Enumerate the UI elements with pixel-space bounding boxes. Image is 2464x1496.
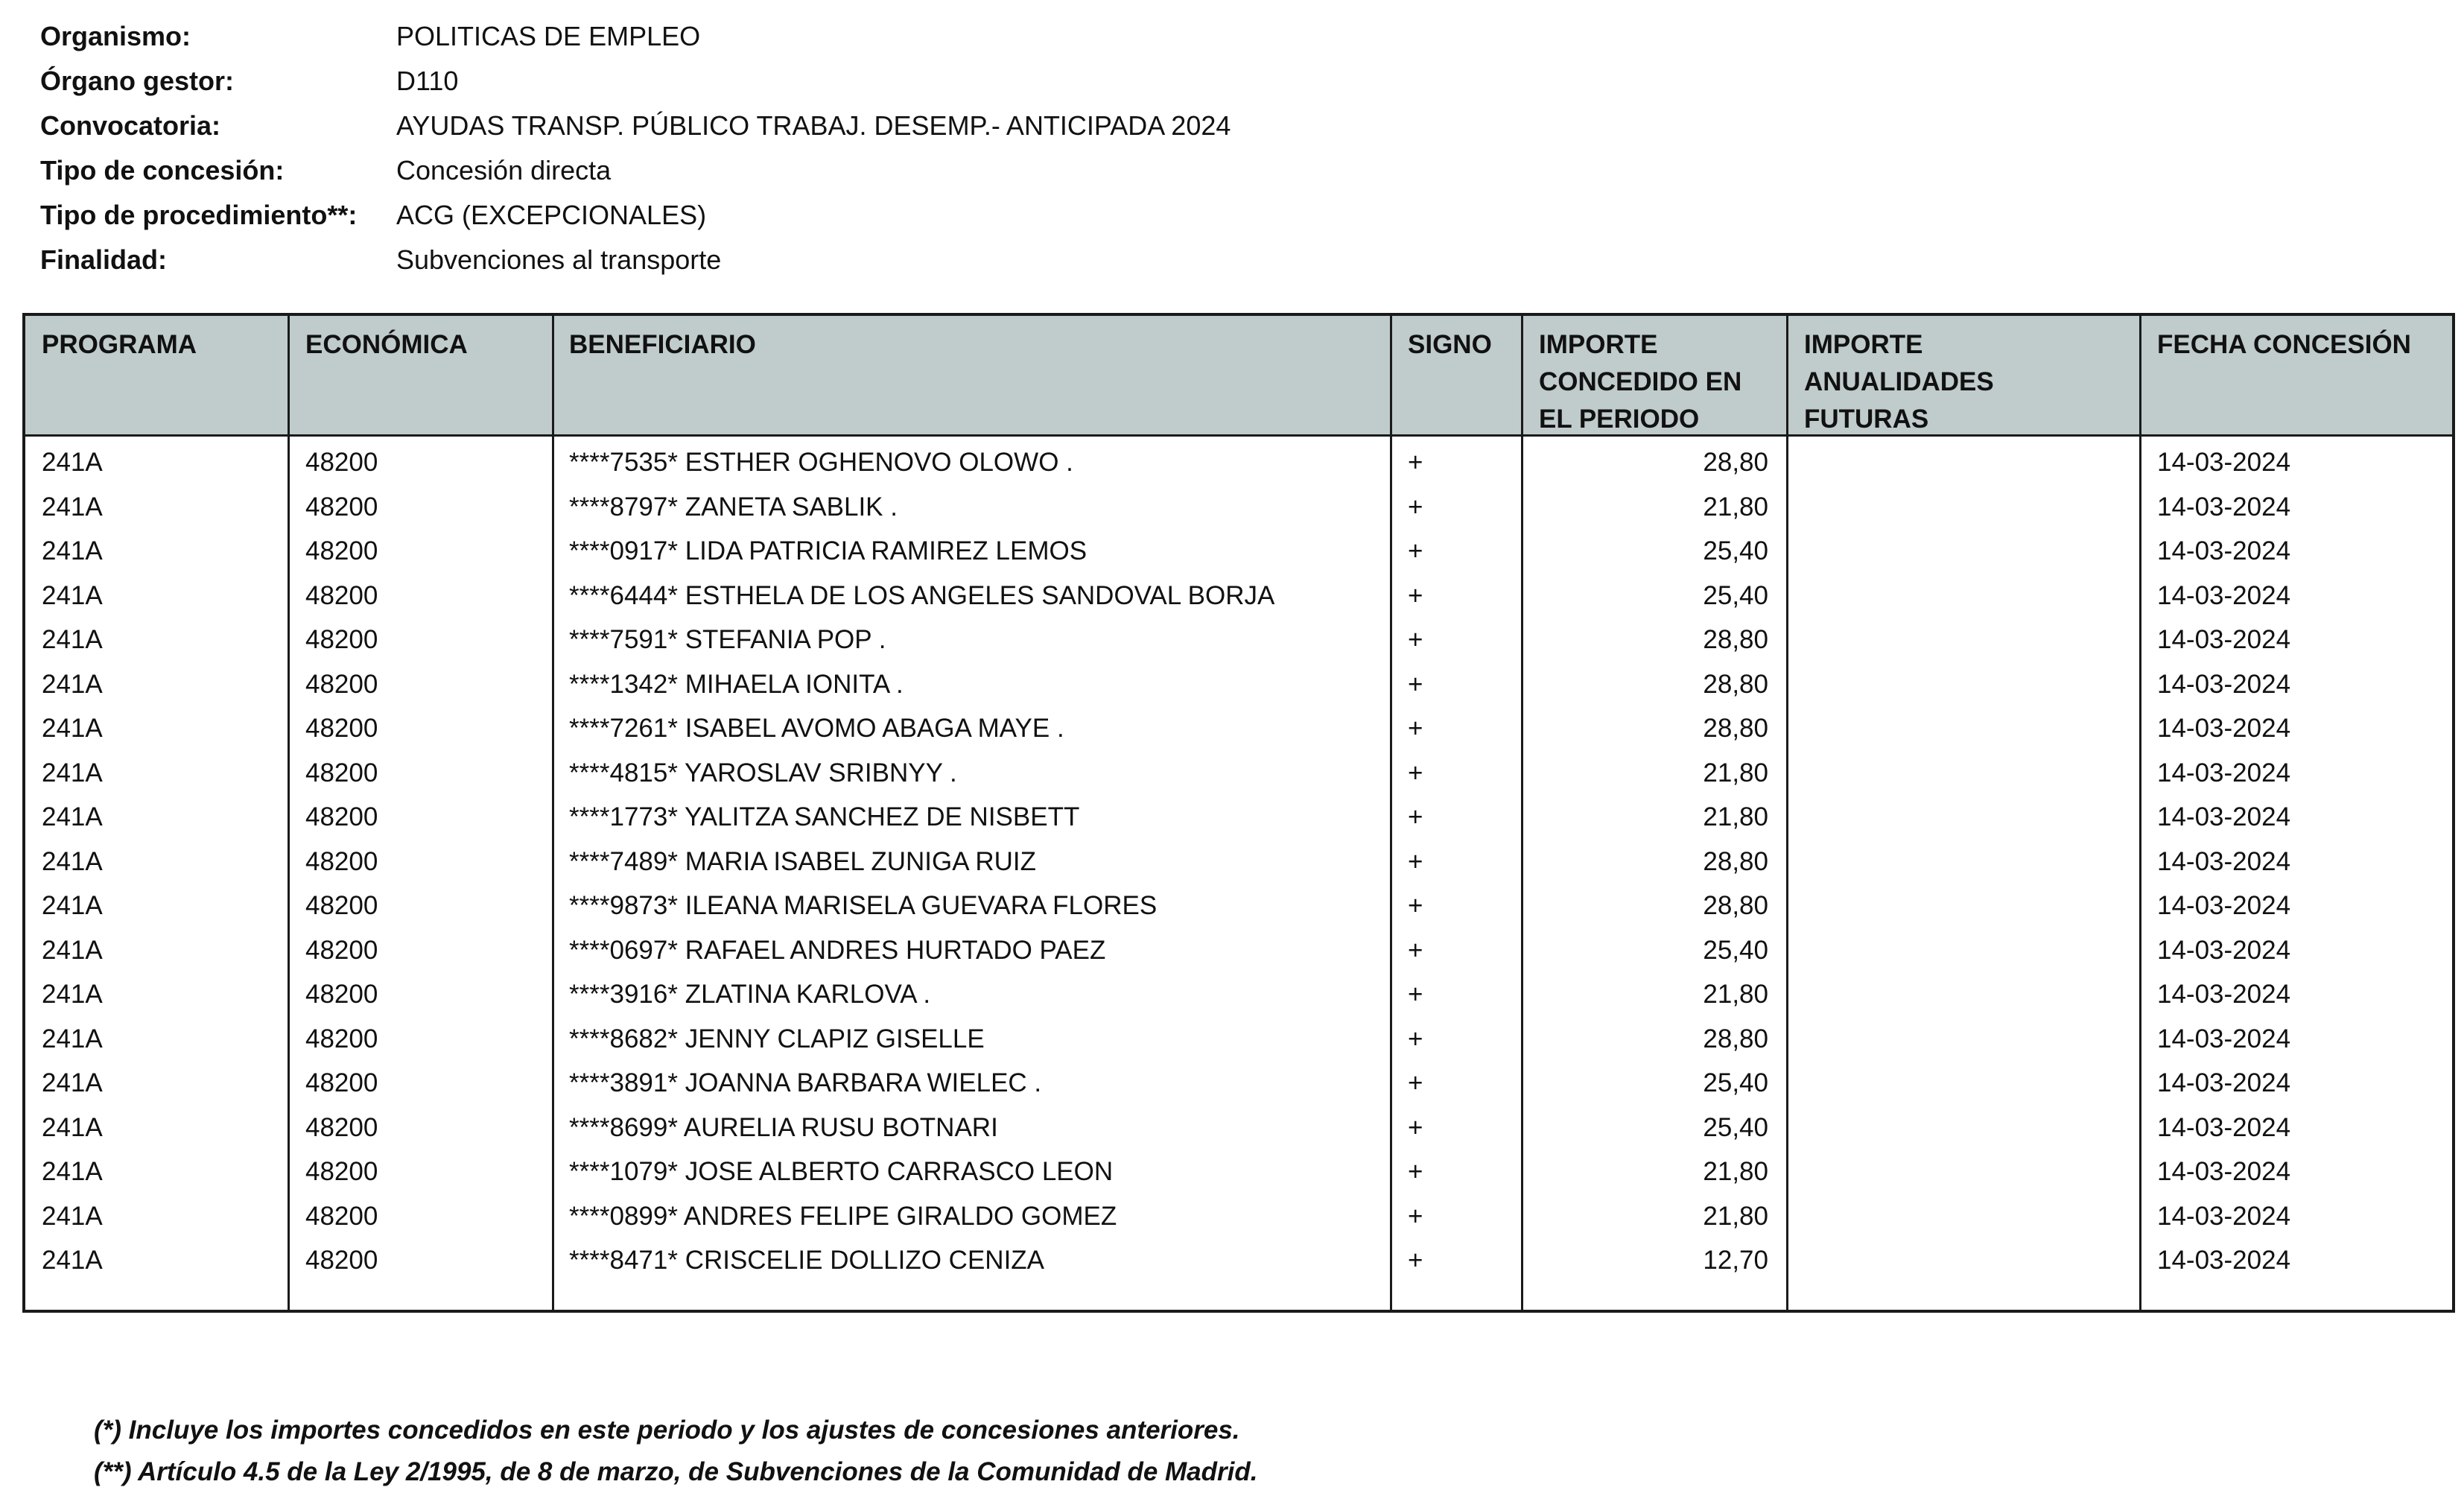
cell-fecha-concesion: 14-03-2024: [2157, 846, 2291, 876]
field-label: Tipo de procedimiento**:: [40, 200, 358, 230]
table-row: [25, 533, 2452, 577]
cell-fecha-concesion: 14-03-2024: [2157, 1068, 2291, 1097]
cell-economica: 48200: [305, 448, 378, 477]
cell-importe-concedido: 25,40: [1703, 536, 1768, 565]
cell-fecha-concesion: 14-03-2024: [2157, 669, 2291, 699]
field-label: Órgano gestor:: [40, 66, 235, 96]
cell-signo: +: [1408, 1112, 1423, 1142]
cell-beneficiario: ****0899* ANDRES FELIPE GIRALDO GOMEZ: [569, 1201, 1117, 1231]
cell-signo: +: [1408, 802, 1423, 831]
cell-economica: 48200: [305, 891, 378, 920]
cell-importe-concedido: 21,80: [1703, 980, 1768, 1009]
cell-economica: 48200: [305, 669, 378, 699]
table-row: [25, 710, 2452, 755]
field-value: ACG (EXCEPCIONALES): [396, 200, 707, 230]
cell-economica: 48200: [305, 536, 378, 565]
field-value: AYUDAS TRANSP. PÚBLICO TRABAJ. DESEMP.- ANTICIPADA 2024: [396, 110, 1231, 141]
table-row: [25, 1198, 2452, 1243]
cell-programa: 241A: [42, 891, 103, 920]
cell-signo: +: [1408, 891, 1423, 920]
cell-programa: 241A: [42, 1246, 103, 1275]
cell-economica: 48200: [305, 980, 378, 1009]
cell-programa: 241A: [42, 1112, 103, 1142]
cell-beneficiario: ****1342* MIHAELA IONITA .: [569, 669, 904, 699]
cell-importe-concedido: 25,40: [1703, 1068, 1768, 1097]
cell-programa: 241A: [42, 625, 103, 654]
cell-economica: 48200: [305, 1246, 378, 1275]
cell-economica: 48200: [305, 714, 378, 743]
cell-signo: +: [1408, 536, 1423, 565]
cell-importe-concedido: 28,80: [1703, 1024, 1768, 1053]
cell-signo: +: [1408, 714, 1423, 743]
cell-fecha-concesion: 14-03-2024: [2157, 625, 2291, 654]
cell-importe-concedido: 28,80: [1703, 669, 1768, 699]
cell-fecha-concesion: 14-03-2024: [2157, 536, 2291, 565]
cell-signo: +: [1408, 980, 1423, 1009]
cell-programa: 241A: [42, 846, 103, 876]
column-header-signo: SIGNO: [1408, 330, 1492, 359]
table-row: [25, 1153, 2452, 1198]
field-label: Organismo:: [40, 21, 191, 51]
table-body: [25, 444, 2452, 1287]
table-row: [25, 1021, 2452, 1065]
cell-fecha-concesion: 14-03-2024: [2157, 802, 2291, 831]
cell-fecha-concesion: 14-03-2024: [2157, 714, 2291, 743]
cell-programa: 241A: [42, 980, 103, 1009]
cell-programa: 241A: [42, 492, 103, 522]
cell-beneficiario: ****0697* RAFAEL ANDRES HURTADO PAEZ: [569, 935, 1106, 965]
table-row: [25, 444, 2452, 489]
cell-economica: 48200: [305, 935, 378, 965]
cell-signo: +: [1408, 448, 1423, 477]
cell-beneficiario: ****7591* STEFANIA POP .: [569, 625, 886, 654]
cell-programa: 241A: [42, 448, 103, 477]
cell-signo: +: [1408, 580, 1423, 610]
field-label: Convocatoria:: [40, 110, 221, 141]
cell-economica: 48200: [305, 1068, 378, 1097]
table-row: [25, 489, 2452, 533]
cell-signo: +: [1408, 846, 1423, 876]
table-row: [25, 976, 2452, 1021]
footnotes: [94, 1410, 1257, 1493]
table-row: [25, 843, 2452, 888]
column-header-beneficiario: BENEFICIARIO: [569, 330, 756, 359]
header-field-finalidad: [40, 243, 1231, 288]
cell-beneficiario: ****7261* ISABEL AVOMO ABAGA MAYE .: [569, 714, 1064, 743]
cell-programa: 241A: [42, 1157, 103, 1186]
cell-programa: 241A: [42, 580, 103, 610]
column-header-importe-anualidades: IMPORTE ANUALIDADES FUTURAS: [1804, 330, 1994, 434]
table-row: [25, 666, 2452, 711]
cell-economica: 48200: [305, 1157, 378, 1186]
column-header-programa: PROGRAMA: [42, 330, 197, 359]
table-row: [25, 577, 2452, 622]
table-row: [25, 621, 2452, 666]
table-row: [25, 1242, 2452, 1287]
cell-beneficiario: ****3916* ZLATINA KARLOVA .: [569, 980, 931, 1009]
cell-economica: 48200: [305, 625, 378, 654]
header-field-tipo-concesion: [40, 153, 1231, 198]
cell-signo: +: [1408, 1024, 1423, 1053]
cell-programa: 241A: [42, 935, 103, 965]
cell-importe-concedido: 21,80: [1703, 1157, 1768, 1186]
cell-signo: +: [1408, 492, 1423, 522]
cell-beneficiario: ****1773* YALITZA SANCHEZ DE NISBETT: [569, 802, 1080, 831]
cell-importe-concedido: 21,80: [1703, 492, 1768, 522]
cell-fecha-concesion: 14-03-2024: [2157, 935, 2291, 965]
cell-importe-concedido: 21,80: [1703, 1201, 1768, 1231]
cell-fecha-concesion: 14-03-2024: [2157, 1024, 2291, 1053]
cell-programa: 241A: [42, 1201, 103, 1231]
cell-programa: 241A: [42, 1068, 103, 1097]
cell-economica: 48200: [305, 580, 378, 610]
cell-importe-concedido: 21,80: [1703, 802, 1768, 831]
cell-economica: 48200: [305, 758, 378, 787]
cell-beneficiario: ****4815* YAROSLAV SRIBNYY .: [569, 758, 957, 787]
header-field-convocatoria: [40, 109, 1231, 153]
cell-programa: 241A: [42, 758, 103, 787]
cell-fecha-concesion: 14-03-2024: [2157, 758, 2291, 787]
cell-signo: +: [1408, 758, 1423, 787]
table-header: [25, 316, 2452, 437]
cell-economica: 48200: [305, 1024, 378, 1053]
header-field-organismo: [40, 19, 1231, 64]
cell-beneficiario: ****3891* JOANNA BARBARA WIELEC .: [569, 1068, 1042, 1097]
cell-importe-concedido: 12,70: [1703, 1246, 1768, 1275]
cell-signo: +: [1408, 669, 1423, 699]
cell-beneficiario: ****6444* ESTHELA DE LOS ANGELES SANDOVAL BORJA: [569, 580, 1275, 610]
cell-fecha-concesion: 14-03-2024: [2157, 448, 2291, 477]
cell-fecha-concesion: 14-03-2024: [2157, 580, 2291, 610]
cell-fecha-concesion: 14-03-2024: [2157, 492, 2291, 522]
cell-signo: +: [1408, 935, 1423, 965]
field-value: POLITICAS DE EMPLEO: [396, 21, 701, 51]
cell-fecha-concesion: 14-03-2024: [2157, 1157, 2291, 1186]
cell-importe-concedido: 28,80: [1703, 846, 1768, 876]
cell-fecha-concesion: 14-03-2024: [2157, 1112, 2291, 1142]
table-row: [25, 755, 2452, 799]
cell-importe-concedido: 28,80: [1703, 714, 1768, 743]
cell-fecha-concesion: 14-03-2024: [2157, 1201, 2291, 1231]
table-row: [25, 932, 2452, 977]
field-label: Finalidad:: [40, 244, 167, 275]
cell-fecha-concesion: 14-03-2024: [2157, 980, 2291, 1009]
table-row: [25, 1065, 2452, 1109]
cell-importe-concedido: 25,40: [1703, 935, 1768, 965]
cell-importe-concedido: 28,80: [1703, 625, 1768, 654]
column-header-fecha-concesion: FECHA CONCESIÓN: [2157, 330, 2411, 359]
cell-beneficiario: ****7489* MARIA ISABEL ZUNIGA RUIZ: [569, 846, 1036, 876]
cell-beneficiario: ****7535* ESTHER OGHENOVO OLOWO .: [569, 448, 1073, 477]
field-value: D110: [396, 66, 459, 96]
cell-programa: 241A: [42, 802, 103, 831]
cell-signo: +: [1408, 1246, 1423, 1275]
cell-signo: +: [1408, 625, 1423, 654]
column-header-importe-concedido: IMPORTE CONCEDIDO EN EL PERIODO: [1539, 330, 1742, 434]
column-header-economica: ECONÓMICA: [305, 330, 468, 359]
cell-economica: 48200: [305, 802, 378, 831]
cell-economica: 48200: [305, 492, 378, 522]
cell-economica: 48200: [305, 1201, 378, 1231]
footnote-importes: (*) Incluye los importes concedidos en este periodo y los ajustes de concesiones anteriores.: [94, 1416, 1240, 1445]
table-row: [25, 887, 2452, 932]
cell-fecha-concesion: 14-03-2024: [2157, 1246, 2291, 1275]
table-row: [25, 799, 2452, 843]
cell-importe-concedido: 25,40: [1703, 580, 1768, 610]
cell-programa: 241A: [42, 714, 103, 743]
concessions-table: [22, 313, 2455, 1313]
cell-programa: 241A: [42, 669, 103, 699]
cell-importe-concedido: 25,40: [1703, 1112, 1768, 1142]
header-field-organo-gestor: [40, 64, 1231, 109]
cell-fecha-concesion: 14-03-2024: [2157, 891, 2291, 920]
cell-signo: +: [1408, 1201, 1423, 1231]
cell-beneficiario: ****0917* LIDA PATRICIA RAMIREZ LEMOS: [569, 536, 1087, 565]
cell-programa: 241A: [42, 1024, 103, 1053]
cell-beneficiario: ****8797* ZANETA SABLIK .: [569, 492, 898, 522]
field-value: Subvenciones al transporte: [396, 244, 722, 275]
cell-economica: 48200: [305, 1112, 378, 1142]
cell-importe-concedido: 28,80: [1703, 891, 1768, 920]
cell-importe-concedido: 28,80: [1703, 448, 1768, 477]
document-header: [40, 19, 1231, 288]
cell-beneficiario: ****9873* ILEANA MARISELA GUEVARA FLORES: [569, 891, 1158, 920]
footnote-ley: (**) Artículo 4.5 de la Ley 2/1995, de 8 de marzo, de Subvenciones de la Comunidad de Madrid.: [94, 1457, 1258, 1486]
field-label: Tipo de concesión:: [40, 155, 285, 186]
cell-beneficiario: ****8471* CRISCELIE DOLLIZO CENIZA: [569, 1246, 1045, 1275]
cell-programa: 241A: [42, 536, 103, 565]
table-row: [25, 1109, 2452, 1154]
cell-beneficiario: ****8699* AURELIA RUSU BOTNARI: [569, 1112, 998, 1142]
cell-importe-concedido: 21,80: [1703, 758, 1768, 787]
cell-economica: 48200: [305, 846, 378, 876]
field-value: Concesión directa: [396, 155, 612, 186]
header-field-tipo-procedimiento: [40, 198, 1231, 243]
cell-signo: +: [1408, 1068, 1423, 1097]
cell-beneficiario: ****1079* JOSE ALBERTO CARRASCO LEON: [569, 1157, 1114, 1186]
cell-signo: +: [1408, 1157, 1423, 1186]
cell-beneficiario: ****8682* JENNY CLAPIZ GISELLE: [569, 1024, 985, 1053]
